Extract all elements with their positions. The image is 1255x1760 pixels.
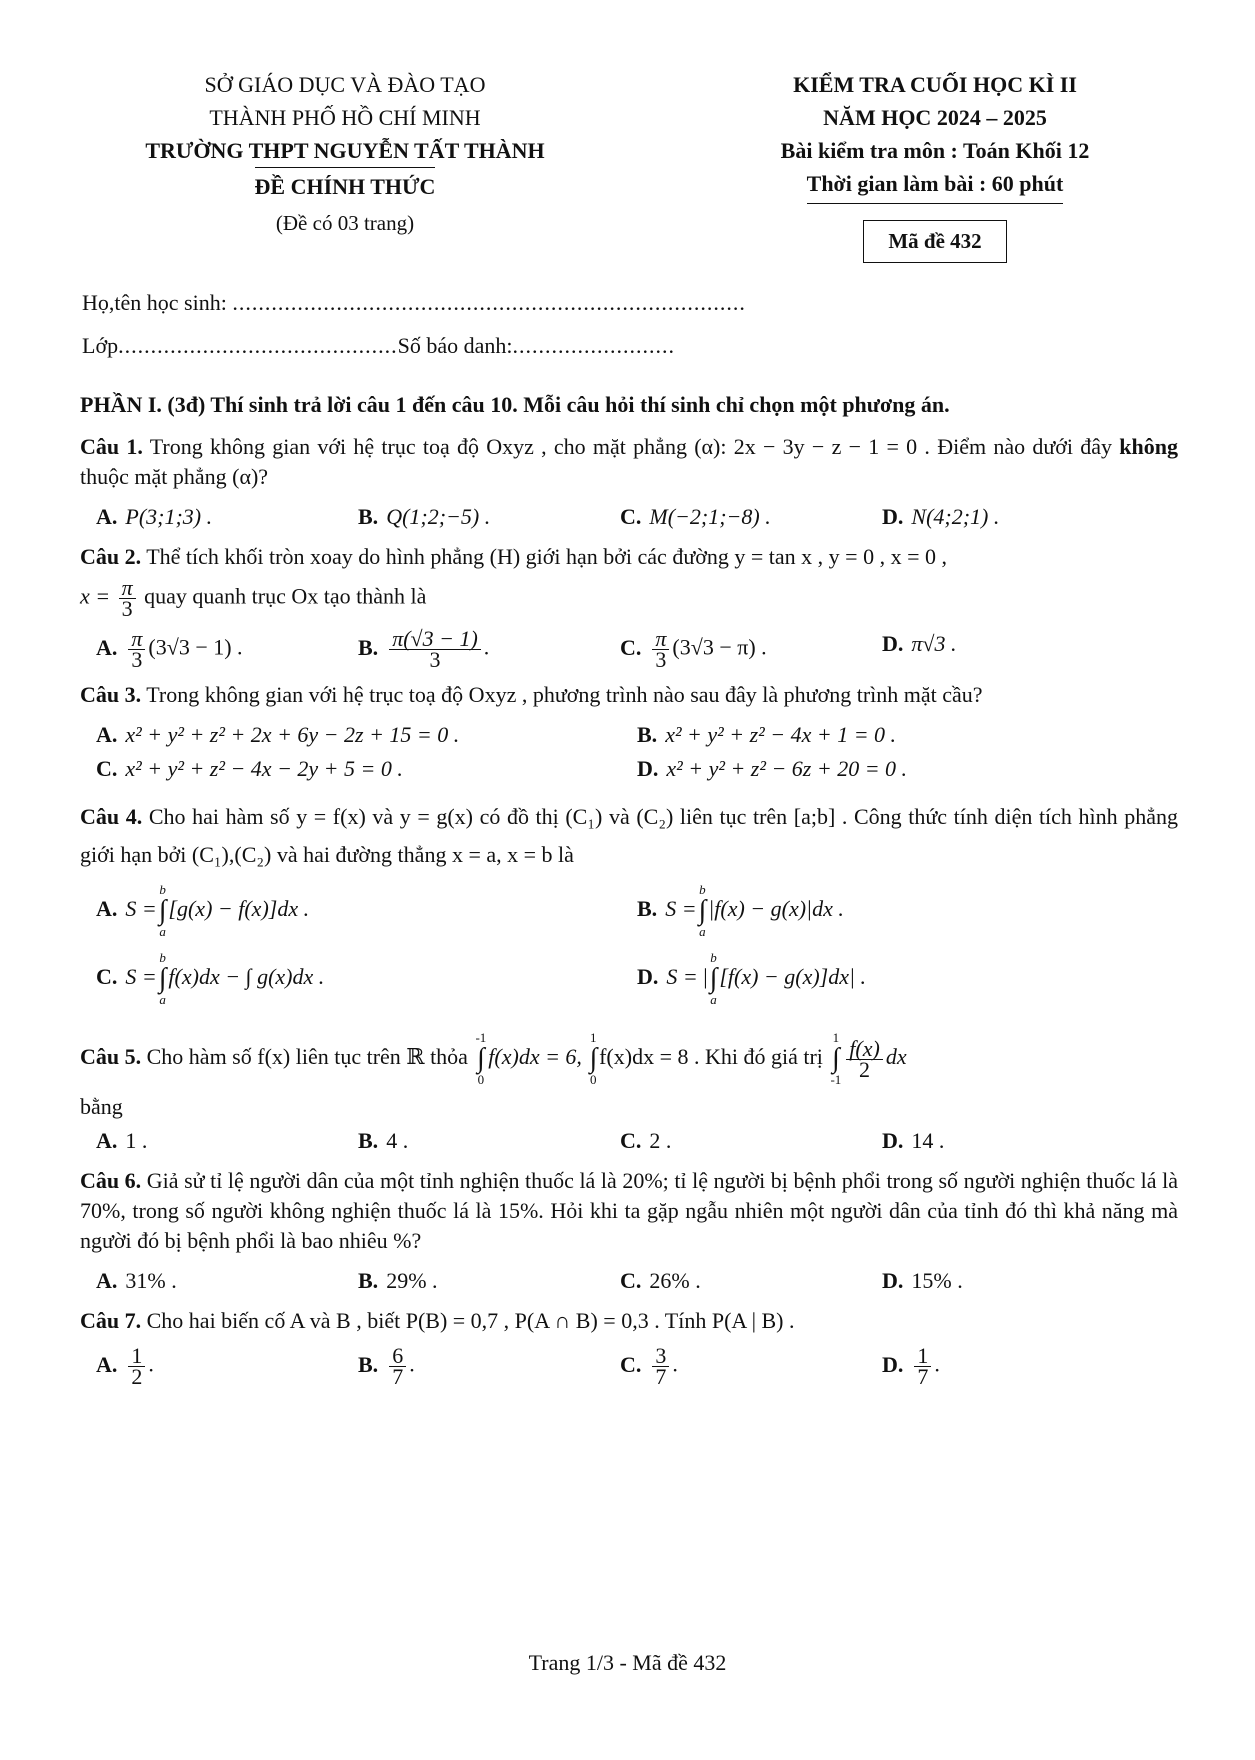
upper-bound: -1 bbox=[475, 1030, 487, 1045]
question-number: Câu 5. bbox=[80, 1044, 142, 1070]
fraction-numerator: π bbox=[128, 629, 145, 650]
option-letter: D. bbox=[882, 1351, 904, 1377]
question-number: Câu 4. bbox=[80, 804, 143, 829]
option-text: (3√3 − π) . bbox=[672, 634, 767, 660]
exam-content bbox=[80, 390, 1178, 1387]
fraction-denominator: 2 bbox=[131, 1364, 143, 1389]
option-text: 4 . bbox=[386, 1128, 409, 1153]
question-stem bbox=[80, 798, 1178, 874]
option-letter: B. bbox=[637, 896, 658, 922]
question-6 bbox=[80, 1166, 1178, 1296]
upper-bound: b bbox=[159, 950, 166, 965]
option-c[interactable] bbox=[620, 1126, 882, 1156]
question-number: Câu 1. bbox=[80, 434, 143, 459]
fraction bbox=[846, 1035, 883, 1082]
option-text: N(4;2;1) . bbox=[911, 504, 1000, 529]
question-stem-continued bbox=[80, 575, 1178, 621]
stem-text: Cho hai biến cố A và B , biết P(B) = 0,7 , P(A ∩ B) = 0,3 . Tính P(A | B) . bbox=[141, 1308, 795, 1333]
answer-options bbox=[96, 626, 1178, 672]
option-letter: D. bbox=[637, 756, 659, 781]
option-text: [f(x) − g(x)]dx| . bbox=[719, 964, 867, 990]
section-heading: PHẦN I. (3đ) Thí sinh trả lời câu 1 đến câu 10. Mỗi câu hỏi thí sinh chỉ chọn một phương án. bbox=[80, 392, 950, 417]
option-a[interactable]: A. $\frac{1}{2}$ . bbox=[96, 1343, 154, 1389]
option-text: 26% . bbox=[649, 1268, 701, 1293]
fraction-denominator: 3 bbox=[121, 596, 133, 621]
option-letter: B. bbox=[358, 1128, 379, 1153]
option-text: π√3 . bbox=[911, 631, 957, 656]
option-text: 14 . bbox=[911, 1128, 945, 1153]
option-letter: C. bbox=[620, 504, 642, 529]
option-letter: B. bbox=[637, 722, 658, 747]
time-allowed: Thời gian làm bài : 60 phút bbox=[807, 167, 1064, 204]
integral-sign: b ∫ a bbox=[698, 882, 707, 939]
fraction-numerator: π(√3 − 1) bbox=[389, 629, 481, 650]
option-b[interactable] bbox=[358, 1126, 620, 1156]
option-letter: B. bbox=[358, 504, 379, 529]
department-name: SỞ GIÁO DỤC VÀ ĐÀO TẠO bbox=[204, 72, 486, 97]
option-b[interactable] bbox=[358, 1266, 620, 1296]
fraction bbox=[652, 1343, 669, 1389]
page-footer: Trang 1/3 - Mã đề 432 bbox=[528, 1650, 727, 1675]
fraction-numerator: 1 bbox=[914, 1346, 931, 1367]
question-number: Câu 7. bbox=[80, 1308, 142, 1333]
option-d[interactable] bbox=[882, 1126, 1144, 1156]
option-d[interactable] bbox=[882, 1266, 1144, 1296]
question-7 bbox=[80, 1306, 1178, 1387]
answer-options bbox=[96, 720, 1178, 788]
option-b[interactable]: B. $\frac{\pi(√3 - 1)}{3}$ . bbox=[358, 626, 490, 672]
option-b[interactable] bbox=[637, 720, 1178, 750]
question-stem bbox=[80, 1166, 1178, 1256]
integral-sign: 1 ∫ -1 bbox=[830, 1030, 842, 1087]
header-right bbox=[690, 68, 1180, 263]
fraction-denominator: 7 bbox=[392, 1364, 404, 1389]
answer-options bbox=[96, 1266, 1178, 1296]
option-a[interactable] bbox=[96, 502, 358, 532]
stem-emphasis: không bbox=[1119, 434, 1179, 459]
stem-text: Cho hai hàm số y = f(x) và y = g(x) có đồ thị (C₁) và (C₂) liên tục trên [a;b] . Công thức tính diện tích hình phẳng giới hạn bởi (C₁),(C₂) và hai đường thẳng x = a, x = b là bbox=[80, 804, 1178, 867]
option-text: x² + y² + z² − 4x + 1 = 0 . bbox=[665, 722, 897, 747]
integral-sign: 1 ∫ 0 bbox=[589, 1030, 598, 1087]
option-b[interactable]: B. $\frac{6}{7}$ . bbox=[358, 1343, 415, 1389]
class-blank: ........................................... bbox=[118, 333, 398, 358]
option-text: [g(x) − f(x)]dx . bbox=[168, 896, 310, 922]
class-label: Lớp bbox=[82, 333, 119, 358]
option-letter: C. bbox=[96, 756, 118, 781]
option-letter: A. bbox=[96, 896, 118, 922]
question-stem bbox=[80, 1306, 1178, 1336]
option-b[interactable] bbox=[637, 884, 1178, 938]
fraction-numerator: 6 bbox=[389, 1346, 406, 1367]
stem-text: Cho hàm số f(x) liên tục trên ℝ thỏa bbox=[141, 1044, 474, 1070]
option-letter: A. bbox=[96, 1351, 118, 1377]
student-name-blank: ............................................................................... bbox=[232, 290, 746, 315]
upper-bound: b bbox=[699, 882, 706, 897]
option-c[interactable]: C. $\frac{3}{7}$ . bbox=[620, 1343, 678, 1389]
option-text: M(−2;1;−8) . bbox=[649, 504, 771, 529]
stem-text: bằng bbox=[80, 1094, 123, 1119]
question-stem bbox=[80, 1032, 1178, 1086]
option-text: 15% . bbox=[911, 1268, 963, 1293]
lower-bound: 0 bbox=[477, 1072, 485, 1087]
fraction bbox=[652, 626, 669, 672]
option-a[interactable] bbox=[96, 720, 637, 750]
option-text: 2 . bbox=[649, 1128, 672, 1153]
student-name-label: Họ,tên học sinh: bbox=[82, 290, 227, 315]
option-a[interactable] bbox=[96, 1266, 358, 1296]
option-letter: A. bbox=[96, 504, 118, 529]
option-letter: B. bbox=[358, 1351, 379, 1377]
option-letter: C. bbox=[620, 634, 642, 660]
option-a[interactable] bbox=[96, 1126, 358, 1156]
option-c[interactable] bbox=[96, 754, 637, 784]
question-5 bbox=[80, 1032, 1178, 1156]
question-3 bbox=[80, 680, 1178, 788]
option-text: S = bbox=[665, 896, 697, 922]
upper-bound: b bbox=[159, 882, 166, 897]
option-text: (3√3 − 1) . bbox=[148, 634, 243, 660]
option-c[interactable] bbox=[620, 502, 882, 532]
option-letter: D. bbox=[882, 504, 904, 529]
option-text: x² + y² + z² − 6z + 20 = 0 . bbox=[666, 756, 908, 781]
upper-bound: b bbox=[710, 950, 717, 965]
question-stem bbox=[80, 432, 1178, 492]
fraction-denominator: 7 bbox=[655, 1364, 667, 1389]
lower-bound: a bbox=[710, 992, 717, 1007]
option-d[interactable] bbox=[882, 629, 1144, 670]
stem-text: quay quanh trục Ox tạo thành là bbox=[138, 583, 427, 609]
option-text: 1 . bbox=[125, 1128, 148, 1153]
upper-bound: 1 bbox=[590, 1030, 597, 1045]
question-stem bbox=[80, 542, 1178, 572]
option-text: 31% . bbox=[125, 1268, 177, 1293]
question-number: Câu 6. bbox=[80, 1168, 142, 1193]
option-c[interactable] bbox=[620, 1266, 882, 1296]
stem-text: f(x)dx = 6, bbox=[488, 1044, 588, 1070]
option-a[interactable] bbox=[96, 884, 637, 938]
fraction-numerator: 3 bbox=[652, 1346, 669, 1367]
fraction-denominator: 3 bbox=[131, 647, 143, 672]
option-letter: C. bbox=[620, 1268, 642, 1293]
option-letter: B. bbox=[358, 1268, 379, 1293]
school-year: NĂM HỌC 2024 – 2025 bbox=[823, 105, 1047, 130]
option-letter: C. bbox=[620, 1351, 642, 1377]
fraction bbox=[914, 1343, 931, 1389]
stem-text: thuộc mặt phẳng (α)? bbox=[80, 464, 269, 489]
lower-bound: 0 bbox=[590, 1072, 597, 1087]
stem-text: x = bbox=[80, 583, 111, 609]
fraction-numerator: π bbox=[652, 629, 669, 650]
stem-text: Giả sử tỉ lệ người dân của một tỉnh nghiện thuốc lá là 20%; tỉ lệ người bị bệnh phổi trong số người nghiện thuốc lá là 70%, trong số người không nghiện thuốc lá là 15%. Hỏi khi ta gặp ngẫu nhiên một người dân của tỉnh đó thì khả năng mà người đó bị bệnh phổi là bao nhiêu %? bbox=[80, 1168, 1178, 1253]
option-text: P(3;1;3) . bbox=[125, 504, 213, 529]
option-a[interactable] bbox=[96, 626, 358, 672]
question-1 bbox=[80, 432, 1178, 532]
fraction-denominator: 2 bbox=[859, 1056, 871, 1082]
candidate-id-label: Số báo danh: bbox=[397, 333, 513, 358]
option-letter: A. bbox=[96, 1268, 118, 1293]
official-exam-label: ĐỀ CHÍNH THỨC bbox=[255, 167, 436, 203]
option-letter: D. bbox=[882, 1128, 904, 1153]
option-text: Q(1;2;−5) . bbox=[386, 504, 491, 529]
option-d[interactable] bbox=[882, 502, 1144, 532]
lower-bound: a bbox=[159, 992, 166, 1007]
option-text: x² + y² + z² − 4x − 2y + 5 = 0 . bbox=[125, 756, 403, 781]
answer-options bbox=[96, 502, 1178, 532]
fraction-numerator: π bbox=[119, 578, 136, 599]
question-4 bbox=[80, 798, 1178, 1010]
option-text: S = bbox=[125, 896, 157, 922]
stem-text: Trong không gian với hệ trục toạ độ Oxyz , phương trình nào sau đây là phương trình mặt cầu? bbox=[141, 682, 983, 707]
fraction bbox=[119, 575, 136, 621]
integral-sign: b ∫ a bbox=[709, 950, 718, 1007]
question-number: Câu 3. bbox=[80, 682, 142, 707]
fraction-denominator: 3 bbox=[655, 647, 667, 672]
integral-sign: b ∫ a bbox=[158, 950, 167, 1007]
option-b[interactable] bbox=[358, 502, 620, 532]
header-left bbox=[100, 68, 590, 236]
upper-bound: 1 bbox=[832, 1030, 840, 1045]
fraction-numerator: 1 bbox=[128, 1346, 145, 1367]
fraction-denominator: 7 bbox=[917, 1364, 929, 1389]
question-stem bbox=[80, 680, 1178, 710]
fraction-numerator: f(x) bbox=[846, 1039, 883, 1060]
stem-text: dx bbox=[885, 1044, 907, 1070]
fraction bbox=[389, 626, 481, 672]
fraction-denominator: 3 bbox=[429, 647, 441, 672]
option-d[interactable]: D. $\frac{1}{7}$ . bbox=[882, 1343, 940, 1389]
option-text: f(x)dx − ∫ g(x)dx . bbox=[168, 964, 325, 990]
question-2 bbox=[80, 542, 1178, 670]
fraction bbox=[128, 626, 145, 672]
city-name: THÀNH PHỐ HỒ CHÍ MINH bbox=[209, 105, 481, 130]
option-c[interactable] bbox=[620, 626, 882, 672]
lower-bound: -1 bbox=[830, 1072, 842, 1087]
stem-text: Thể tích khối tròn xoay do hình phẳng (H) giới hạn bởi các đường y = tan x , y = 0 , x = 0 , bbox=[141, 544, 947, 569]
option-letter: D. bbox=[637, 964, 659, 990]
option-letter: A. bbox=[96, 634, 118, 660]
page-count-note: (Đề có 03 trang) bbox=[275, 211, 415, 235]
class-id-line bbox=[82, 333, 675, 359]
answer-options bbox=[96, 1126, 1178, 1156]
option-c[interactable] bbox=[96, 952, 637, 1006]
stem-text: f(x)dx = 8 . Khi đó giá trị bbox=[599, 1044, 829, 1070]
integral-sign: b ∫ a bbox=[158, 882, 167, 939]
option-letter: A. bbox=[96, 722, 118, 747]
school-name: TRƯỜNG THPT NGUYỄN TẤT THÀNH bbox=[145, 138, 545, 163]
answer-options bbox=[96, 1343, 1178, 1389]
subject-line: Bài kiểm tra môn : Toán Khối 12 bbox=[780, 138, 1090, 163]
integral-sign: -1 ∫ 0 bbox=[475, 1030, 487, 1087]
lower-bound: a bbox=[699, 924, 706, 939]
option-d[interactable]: D. S = |b ∫ a[f(x) − g(x)]dx| . bbox=[637, 950, 867, 1007]
option-letter: C. bbox=[96, 964, 118, 990]
lower-bound: a bbox=[159, 924, 166, 939]
option-text: S = bbox=[125, 964, 157, 990]
option-text: 29% . bbox=[386, 1268, 438, 1293]
exam-code-box: Mã đề 432 bbox=[863, 220, 1006, 263]
option-text: |f(x) − g(x)|dx . bbox=[708, 896, 844, 922]
question-number: Câu 2. bbox=[80, 544, 142, 569]
option-letter: C. bbox=[620, 1128, 642, 1153]
option-d[interactable] bbox=[637, 754, 1178, 784]
option-letter: B. bbox=[358, 634, 379, 660]
option-text: S = bbox=[666, 964, 698, 990]
option-letter: D. bbox=[882, 1268, 904, 1293]
candidate-id-blank: ......................... bbox=[512, 333, 675, 358]
option-text: x² + y² + z² + 2x + 6y − 2z + 15 = 0 . bbox=[125, 722, 460, 747]
option-letter: D. bbox=[882, 631, 904, 656]
option-letter: A. bbox=[96, 1128, 118, 1153]
fraction bbox=[389, 1343, 406, 1389]
answer-options bbox=[96, 884, 1178, 1010]
fraction bbox=[128, 1343, 145, 1389]
exam-title: KIỂM TRA CUỐI HỌC KÌ II bbox=[793, 72, 1077, 97]
student-name-line bbox=[82, 290, 746, 316]
stem-text: Trong không gian với hệ trục toạ độ Oxyz , cho mặt phẳng (α): 2x − 3y − z − 1 = 0 . Điểm nào dưới đây bbox=[142, 434, 1120, 459]
